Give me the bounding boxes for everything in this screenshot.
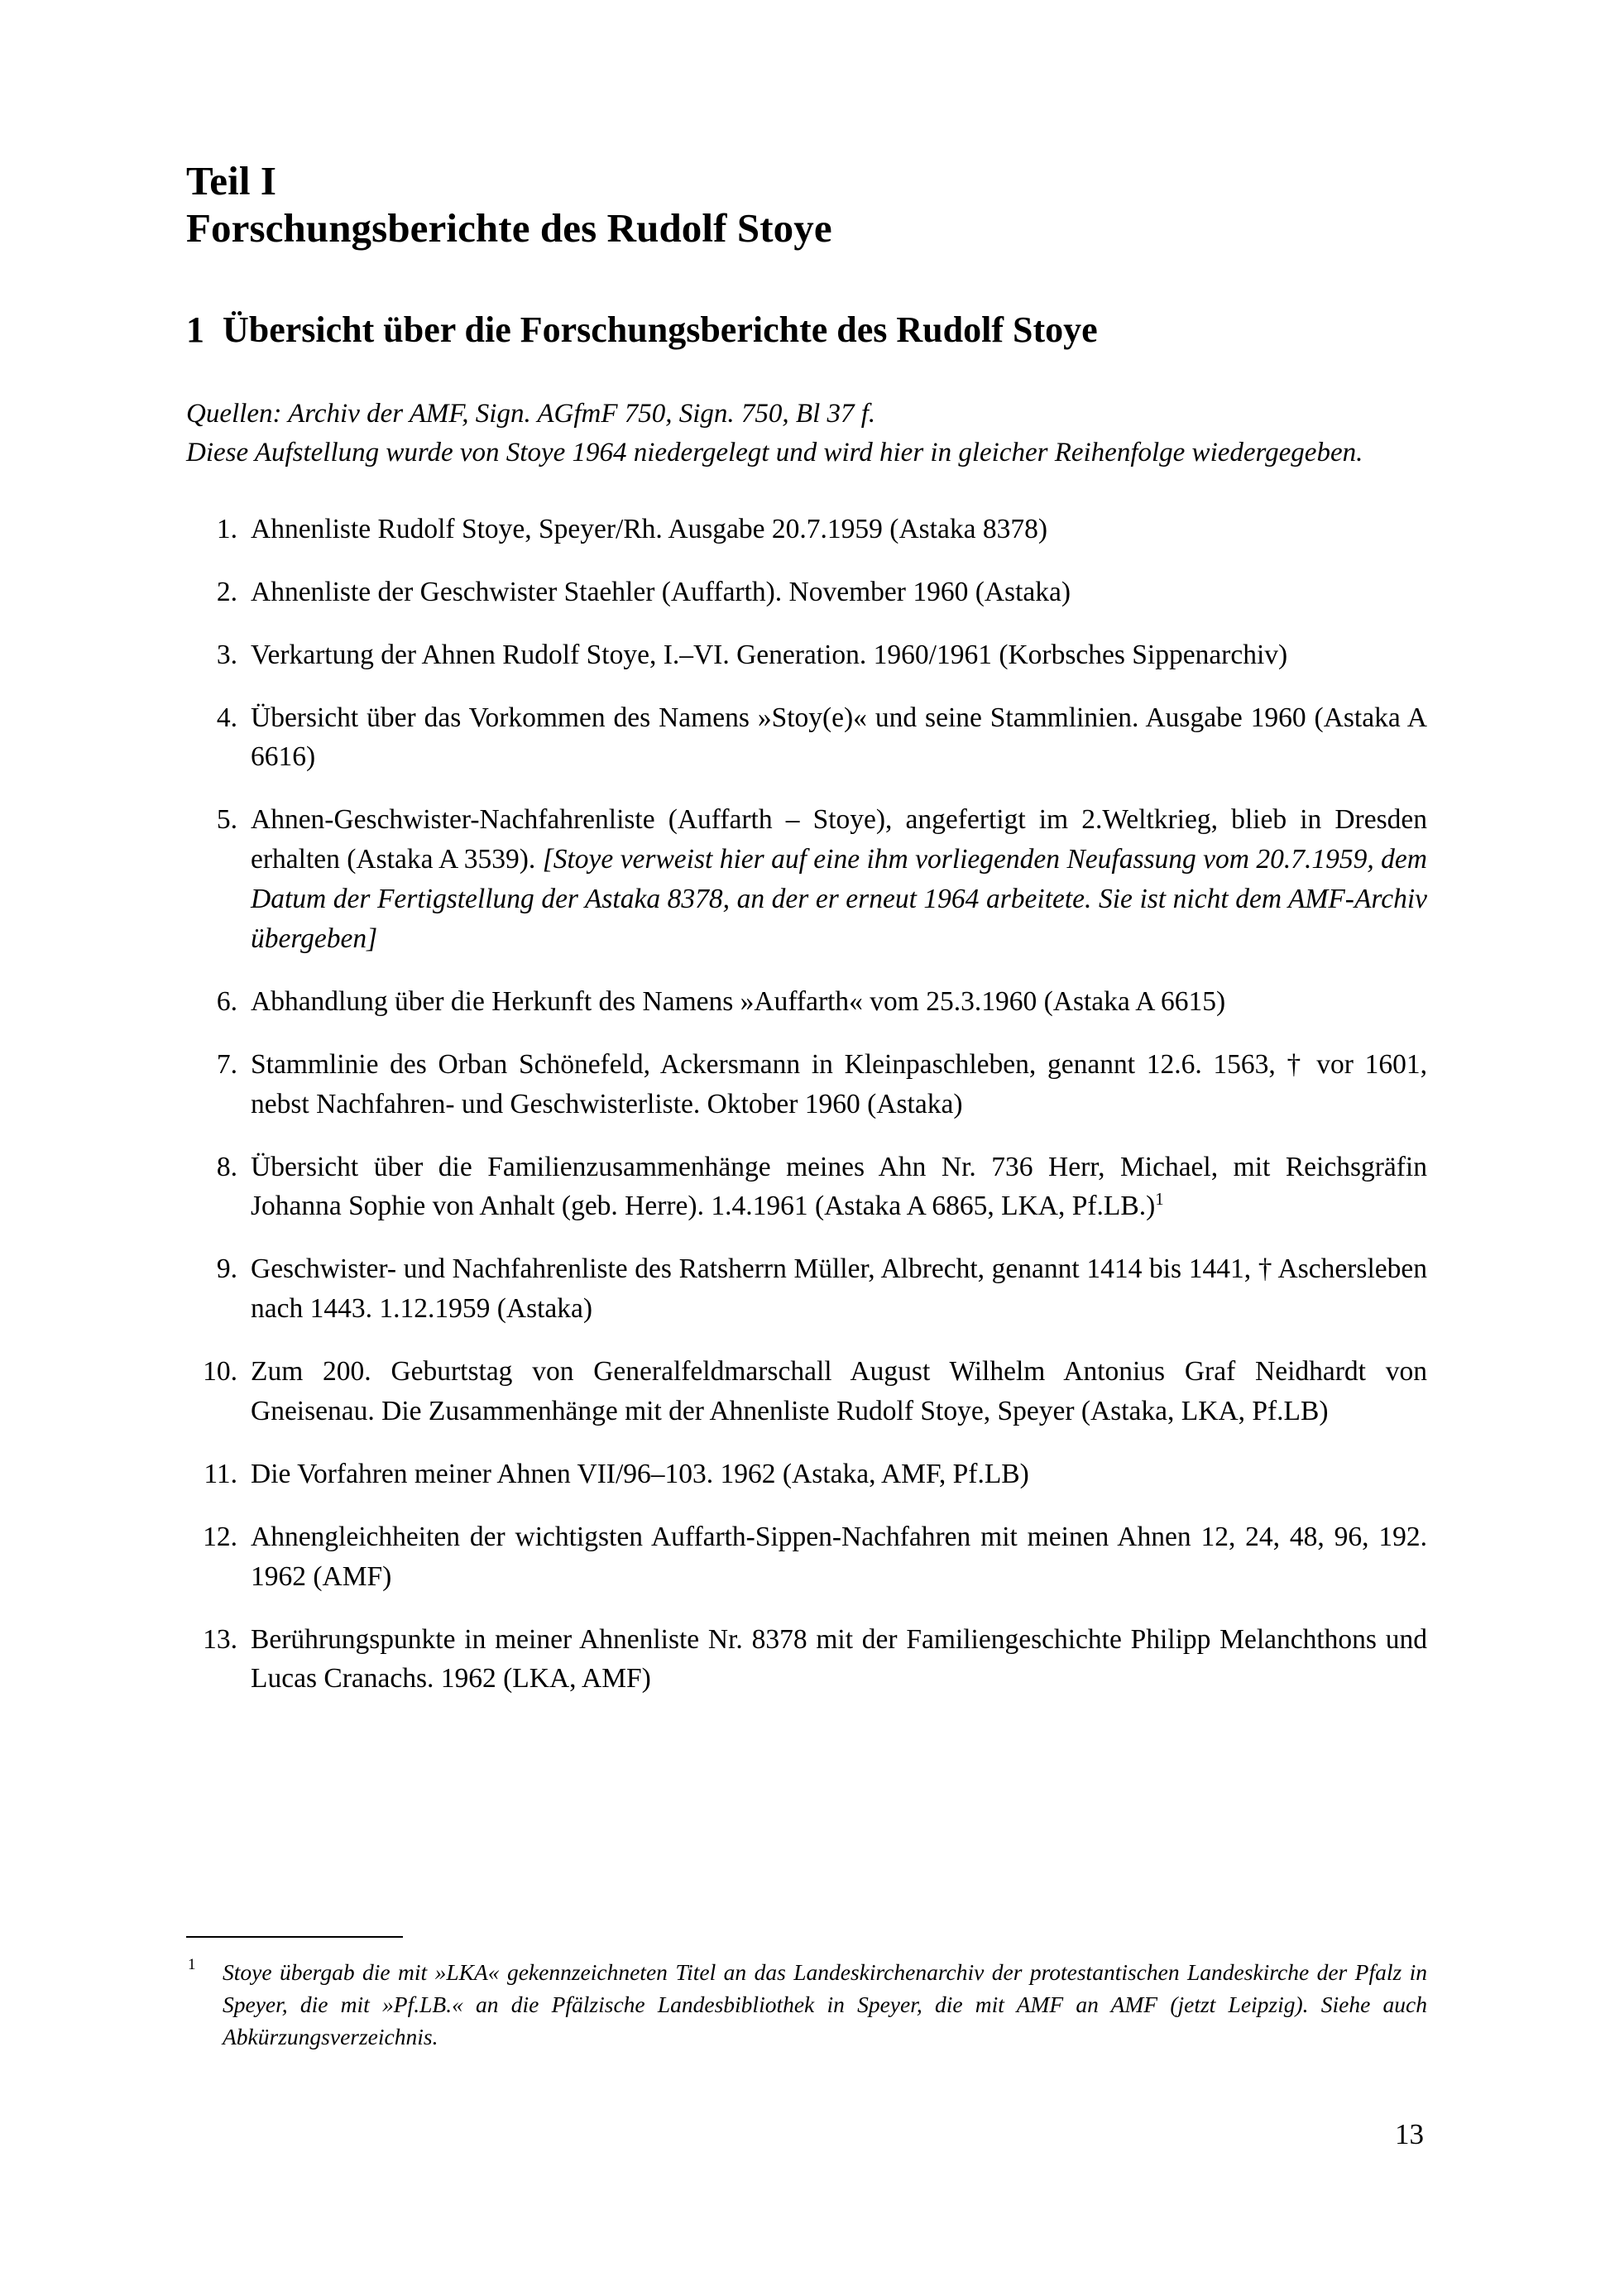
list-item-text: [251, 1148, 1427, 1227]
list-item: [186, 698, 1427, 778]
list-item-text: Verkartung der Ahnen Rudolf Stoye, I.–VI. Generation. 1960/1961 (Korbsches Sippenarchiv): [251, 639, 1288, 670]
report-list: [186, 510, 1427, 1699]
list-item-text: Zum 200. Geburtstag von Generalfeldmarschall August Wilhelm Antonius Graf Neidhardt von Gneisenau. Die Zusammenhänge mit der Ahnenliste Rudolf Stoye, Speyer (Astaka, LKA, Pf.LB): [251, 1356, 1427, 1426]
list-item: [186, 1455, 1427, 1494]
list-item: [186, 1517, 1427, 1597]
part-title-line-1: Teil I: [186, 158, 277, 204]
chapter-heading: [186, 309, 1427, 352]
list-item: [186, 510, 1427, 549]
list-item-marker: 1.: [216, 513, 237, 544]
page-number: 13: [1395, 2118, 1424, 2150]
list-item: [186, 1249, 1427, 1329]
chapter-number: 1: [186, 309, 204, 350]
list-item-marker: 5.: [216, 804, 237, 836]
list-item: [186, 635, 1427, 675]
footnote-text: Stoye übergab die mit »LKA« gekennzeichneten Titel an das Landeskirchenarchiv der protestantischen Landeskirche der Pfalz in Speyer, die mit »Pf.LB.« an die Pfälzische Landesbibliothek in Speyer, die mit AMF an AMF (jetzt Leipzig). Siehe auch Abkürzungsverzeichnis.: [223, 1959, 1427, 2050]
list-item-text: Die Vorfahren meiner Ahnen VII/96–103. 1962 (Astaka, AMF, Pf.LB): [251, 1458, 1029, 1489]
chapter-title: Übersicht über die Forschungsberichte des Rudolf Stoye: [223, 309, 1098, 350]
list-item-marker: 2.: [216, 576, 237, 607]
list-item-marker: 4.: [216, 702, 237, 733]
list-item: [186, 800, 1427, 959]
list-item: [186, 1045, 1427, 1124]
part-title: [186, 157, 1427, 252]
list-item: [186, 573, 1427, 612]
footnote: [186, 1956, 1427, 2053]
list-item-text-italic: [Stoye verweist hier auf eine ihm vorliegenden Neufassung vom 20.7.1959, dem Datum der Fertigstellung der Astaka 8378, an der er erneut 1964 arbeitete. Sie ist nicht dem AMF-Archiv übergeben]: [251, 844, 1427, 954]
list-item-text: Abhandlung über die Herkunft des Namens »Auffarth« vom 25.3.1960 (Astaka A 6615): [251, 985, 1226, 1017]
footnote-reference[interactable]: 1: [1155, 1190, 1164, 1210]
list-item-text-roman: Ahnen-Geschwister-Nachfahrenliste (Auffarth – Stoye), angefertigt im 2.Weltkrieg, blieb in Dresden erhalten (Astaka A 3539).: [251, 804, 1427, 875]
list-item-text: Ahnenliste der Geschwister Staehler (Auffarth). November 1960 (Astaka): [251, 576, 1071, 607]
page-content: [186, 157, 1427, 1699]
list-item-marker: 10.: [203, 1356, 237, 1388]
list-item-text-main: Übersicht über die Familienzusammenhänge meines Ahn Nr. 736 Herr, Michael, mit Reichsgräfin Johanna Sophie von Anhalt (geb. Herre). 1.4.1961 (Astaka A 6865, LKA, Pf.LB.): [251, 1151, 1427, 1222]
list-item-marker: 13.: [203, 1623, 237, 1655]
list-item-text: [251, 800, 1427, 959]
source-note-line-1: Quellen: Archiv der AMF, Sign. AGfmF 750, Sign. 750, Bl 37 f.: [186, 399, 876, 429]
list-item-marker: 8.: [216, 1151, 237, 1182]
list-item-text: Geschwister- und Nachfahrenliste des Ratsherrn Müller, Albrecht, genannt 1414 bis 1441, † Aschersleben nach 1443. 1.12.1959 (Astaka): [251, 1253, 1427, 1325]
footnote-separator-rule: [186, 1936, 403, 1938]
list-item-text: Ahnengleichheiten der wichtigsten Auffarth-Sippen-Nachfahren mit meinen Ahnen 12, 24, 48, 96, 192. 1962 (AMF): [251, 1521, 1427, 1592]
list-item-text: Stammlinie des Orban Schönefeld, Ackersmann in Kleinpaschleben, genannt 12.6. 1563, † vor 1601, nebst Nachfahren- und Geschwisterliste. Oktober 1960 (Astaka): [251, 1048, 1427, 1119]
part-title-line-2: Forschungsberichte des Rudolf Stoye: [186, 205, 832, 252]
list-item: [186, 1352, 1427, 1431]
list-item-marker: 6.: [216, 985, 237, 1017]
list-item-marker: 12.: [203, 1521, 237, 1552]
list-item: [186, 982, 1427, 1022]
list-item-text: Berührungspunkte in meiner Ahnenliste Nr. 8378 mit der Familiengeschichte Philipp Melanchthons und Lucas Cranachs. 1962 (LKA, AMF): [251, 1623, 1427, 1694]
list-item-marker: 7.: [216, 1048, 237, 1080]
list-item: [186, 1620, 1427, 1699]
source-note-line-2: Diese Aufstellung wurde von Stoye 1964 niedergelegt und wird hier in gleicher Reihenfolge wiedergegeben.: [186, 437, 1363, 467]
list-item-text: Übersicht über das Vorkommen des Namens »Stoy(e)« und seine Stammlinien. Ausgabe 1960 (Astaka A 6616): [251, 702, 1427, 773]
list-item: [186, 1148, 1427, 1227]
list-item-marker: 3.: [216, 639, 237, 670]
footnote-area: [186, 1936, 1427, 2053]
list-item-marker: 11.: [204, 1458, 237, 1489]
list-item-text: Ahnenliste Rudolf Stoye, Speyer/Rh. Ausgabe 20.7.1959 (Astaka 8378): [251, 513, 1048, 544]
source-note: [186, 395, 1427, 471]
list-item-marker: 9.: [216, 1253, 237, 1285]
footnote-marker: 1: [188, 1956, 196, 1973]
